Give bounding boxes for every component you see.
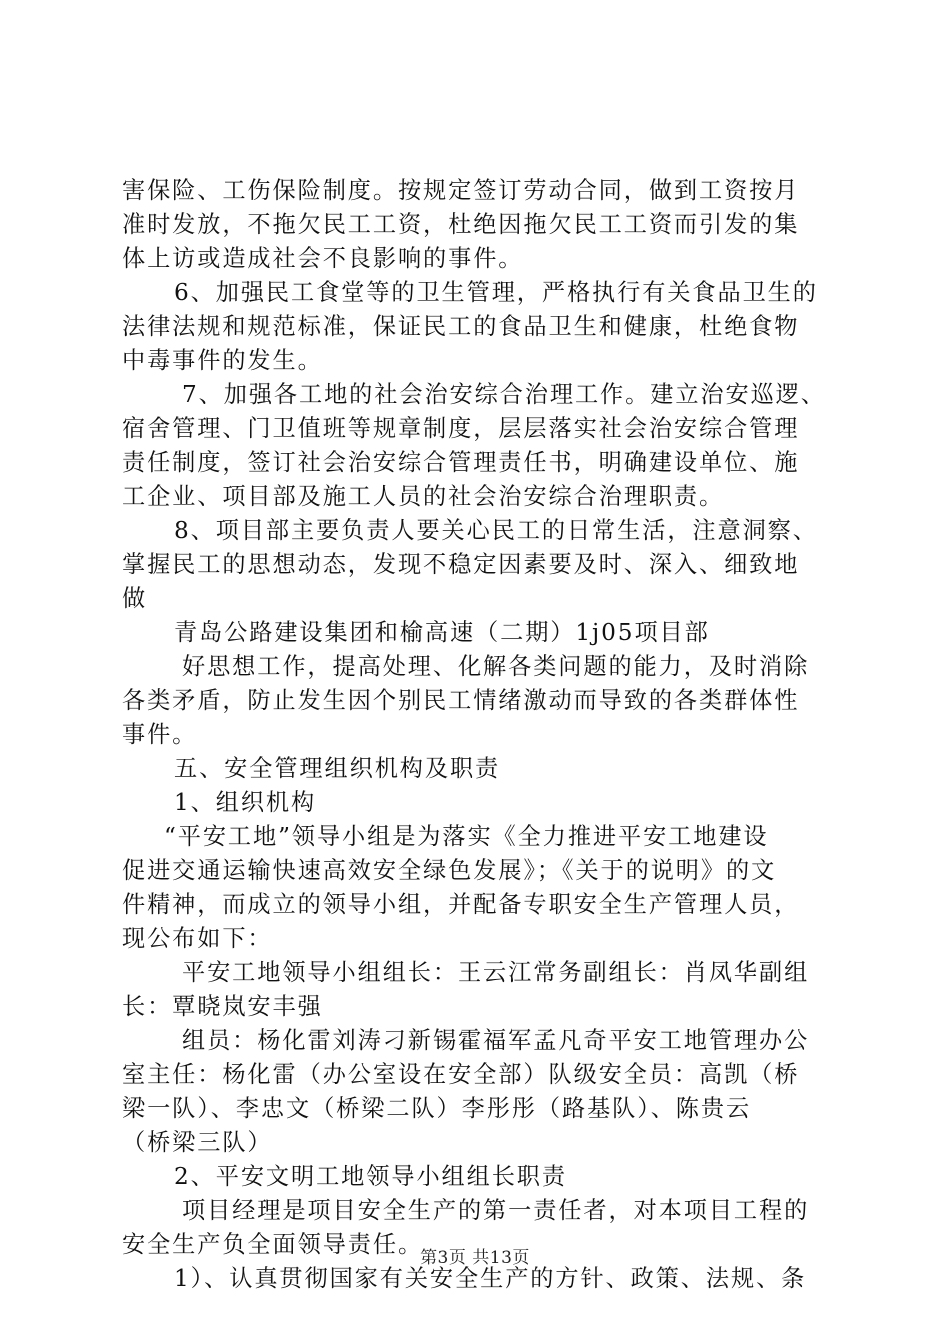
body-text [122,174,834,1296]
text-line: “平安工地”领导小组是为落实《全力推进平安工地建设 [164,823,769,850]
text-line: 准时发放，不拖欠民工工资，杜绝因拖欠民工工资而引发的集 [122,211,800,238]
text-line: 事件。 [122,721,198,748]
text-line: 件精神，而成立的领导小组，并配备专职安全生产管理人员， [122,891,800,918]
text-line: 责任制度，签订社会治安综合管理责任书，明确建设单位、施 [122,449,800,476]
text-line: 项目经理是项目安全生产的第一责任者，对本项目工程的 [182,1197,810,1224]
text-line: 掌握民工的思想动态，发现不稳定因素要及时、深入、细致地 [122,551,800,578]
text-line: 1、组织机构 [174,789,317,816]
text-line: 五、安全管理组织机构及职责 [174,755,501,782]
text-line: 8、项目部主要负责人要关心民工的日常生活，注意洞察、 [174,517,818,544]
text-line: 青岛公路建设集团和榆高速（二期）1j05项目部 [174,619,710,646]
text-line: 宿舍管理、门卫值班等规章制度，层层落实社会治安综合管理 [122,415,800,442]
text-line: 法律法规和规范标准，保证民工的食品卫生和健康，杜绝食物 [122,313,800,340]
text-line: 现公布如下： [122,925,273,952]
text-line: 各类矛盾，防止发生因个别民工情绪激动而导致的各类群体性 [122,687,800,714]
text-line: 2、平安文明工地领导小组组长职责 [174,1163,567,1190]
text-line: 6、加强民工食堂等的卫生管理，严格执行有关食品卫生的 [174,279,818,306]
text-line: 工企业、项目部及施工人员的社会治安综合治理职责。 [122,483,725,510]
text-line: 平安工地领导小组组长：王云江常务副组长：肖凤华副组 [182,959,810,986]
text-line: 安全生产负全面领导责任。 [122,1231,424,1258]
text-line: 害保险、工伤保险制度。按规定签订劳动合同，做到工资按月 [122,177,800,204]
text-line: 促进交通运输快速高效安全绿色发展》；《关于的说明》的文 [122,857,777,884]
text-line: （桥梁三队） [122,1129,273,1156]
text-line: 体上访或造成社会不良影响的事件。 [122,245,524,272]
text-line: 长：覃晓岚安丰强 [122,993,323,1020]
text-line: 做 [122,585,148,612]
page-footer: 第3页 共13页 [420,1248,530,1268]
text-line: 中毒事件的发生。 [122,347,323,374]
text-line: 组员：杨化雷刘涛刁新锡霍福军孟凡奇平安工地管理办公 [182,1027,810,1054]
text-line: 1）、认真贯彻国家有关安全生产的方针、政策、法规、条 [174,1265,807,1292]
text-line: 7、加强各工地的社会治安综合治理工作。建立治安巡逻、 [182,381,826,408]
text-line: 梁一队）、李忠文（桥梁二队）李彤彤（路基队）、陈贵云 [122,1095,752,1122]
text-line: 室主任：杨化雷（办公室设在安全部）队级安全员：高凯（桥 [122,1061,800,1088]
text-line: 好思想工作，提高处理、化解各类问题的能力，及时消除 [182,653,810,680]
